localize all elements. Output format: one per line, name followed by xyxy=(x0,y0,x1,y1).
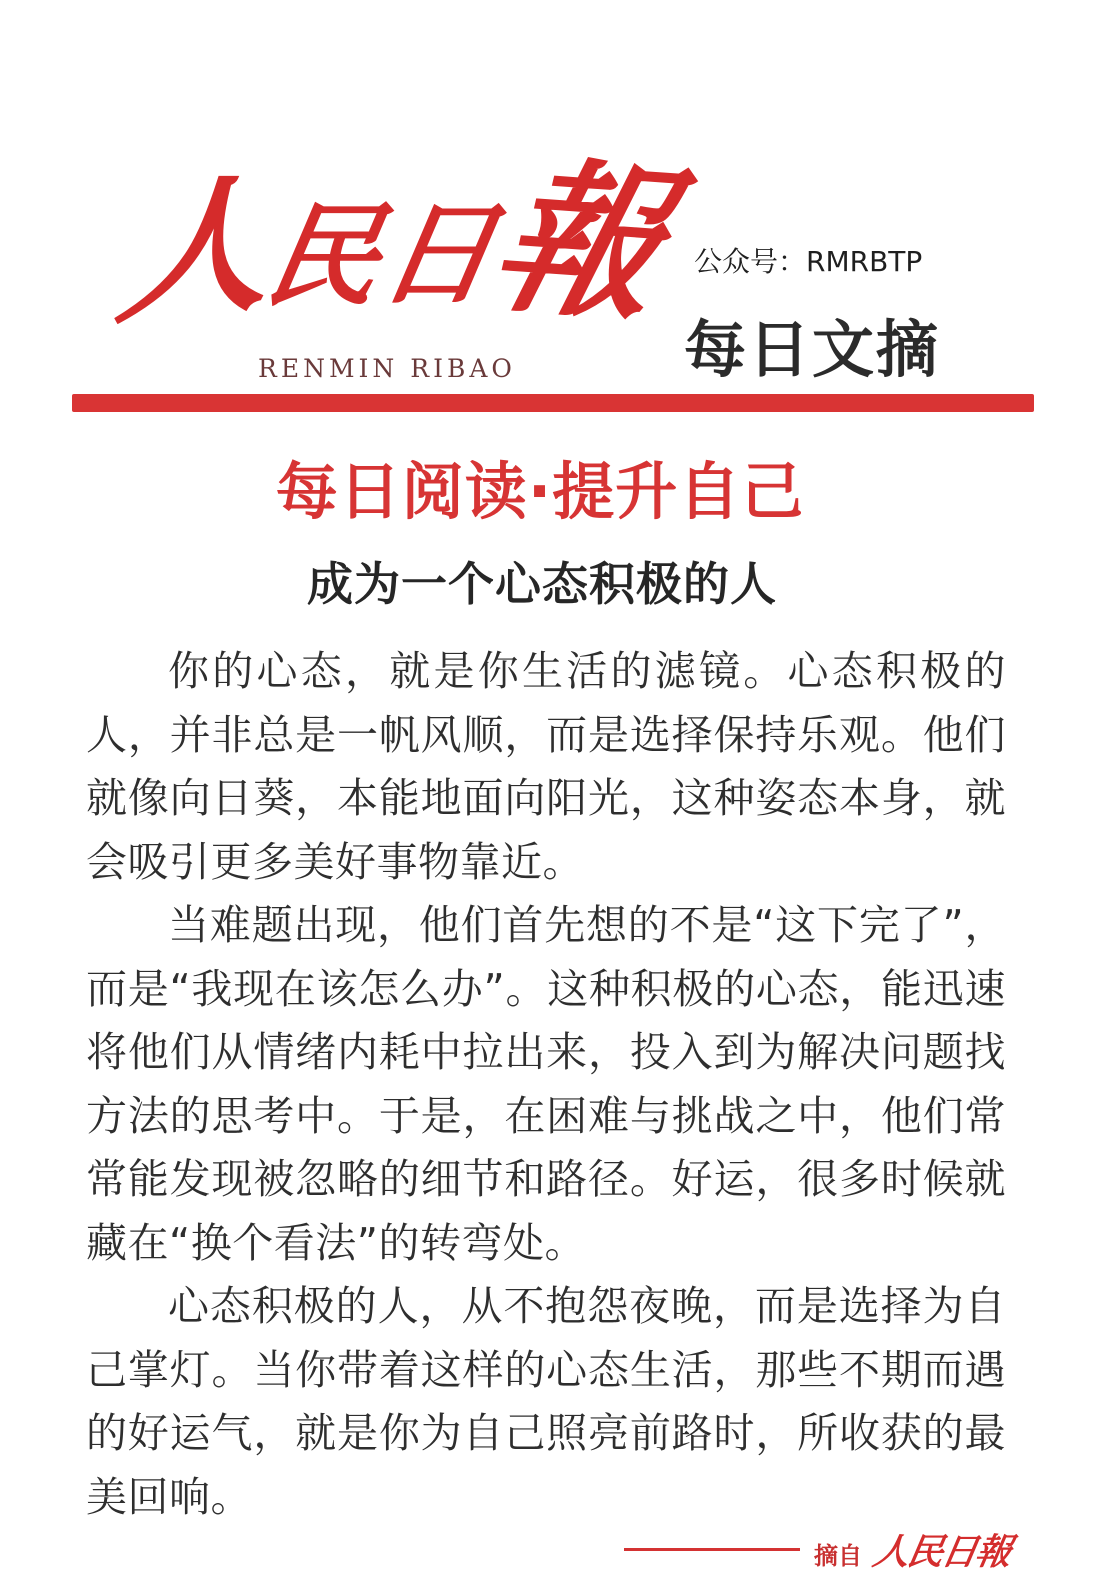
credit-source-logo: 人民日報 xyxy=(869,1530,1014,1573)
article-title: 成为一个心态积极的人 xyxy=(307,557,777,611)
masthead-divider xyxy=(72,394,1034,412)
article-body xyxy=(86,640,1006,1529)
paragraph: 心态积极的人，从不抱怨夜晚，而是选择为自己掌灯。当你带着这样的心态生活，那些不期而遇的好运气，就是你为自己照亮前路时，所收获的最美回响。 xyxy=(86,1282,1006,1521)
column-name: 每日文摘 xyxy=(684,313,941,386)
logo-latin-text: RENMIN RIBAO xyxy=(258,354,516,383)
credit-label: 摘自 xyxy=(814,1541,862,1570)
logo-char: 日 xyxy=(370,189,500,320)
credit-line xyxy=(624,1548,800,1551)
wechat-account: 公众号：RMRBTP xyxy=(694,245,923,278)
paragraph: 当难题出现，他们首先想的不是“这下完了”，而是“我现在该怎么办”。这种积极的心态，能迅速将他们从情绪内耗中拉出来，投入到为解决问题找方法的思考中。于是，在困难与挑战之中，他们常常能发现被忽略的细节和路径。好运，很多时候就藏在“换个看法”的转弯处。 xyxy=(86,901,1006,1267)
paragraph: 你的心态，就是你生活的滤镜。心态积极的人，并非总是一帆风顺，而是选择保持乐观。他们就像向日葵，本能地面向阳光，这种姿态本身，就会吸引更多美好事物靠近。 xyxy=(86,647,1006,886)
newspaper-logo xyxy=(100,118,701,348)
logo-char: 報 xyxy=(475,138,680,343)
masthead xyxy=(0,0,1096,528)
slogan: 每日阅读·提升自己 xyxy=(275,455,805,528)
source-credit xyxy=(624,1522,1044,1576)
logo-char: 民 xyxy=(256,191,386,322)
logo-char: 人 xyxy=(111,155,270,346)
